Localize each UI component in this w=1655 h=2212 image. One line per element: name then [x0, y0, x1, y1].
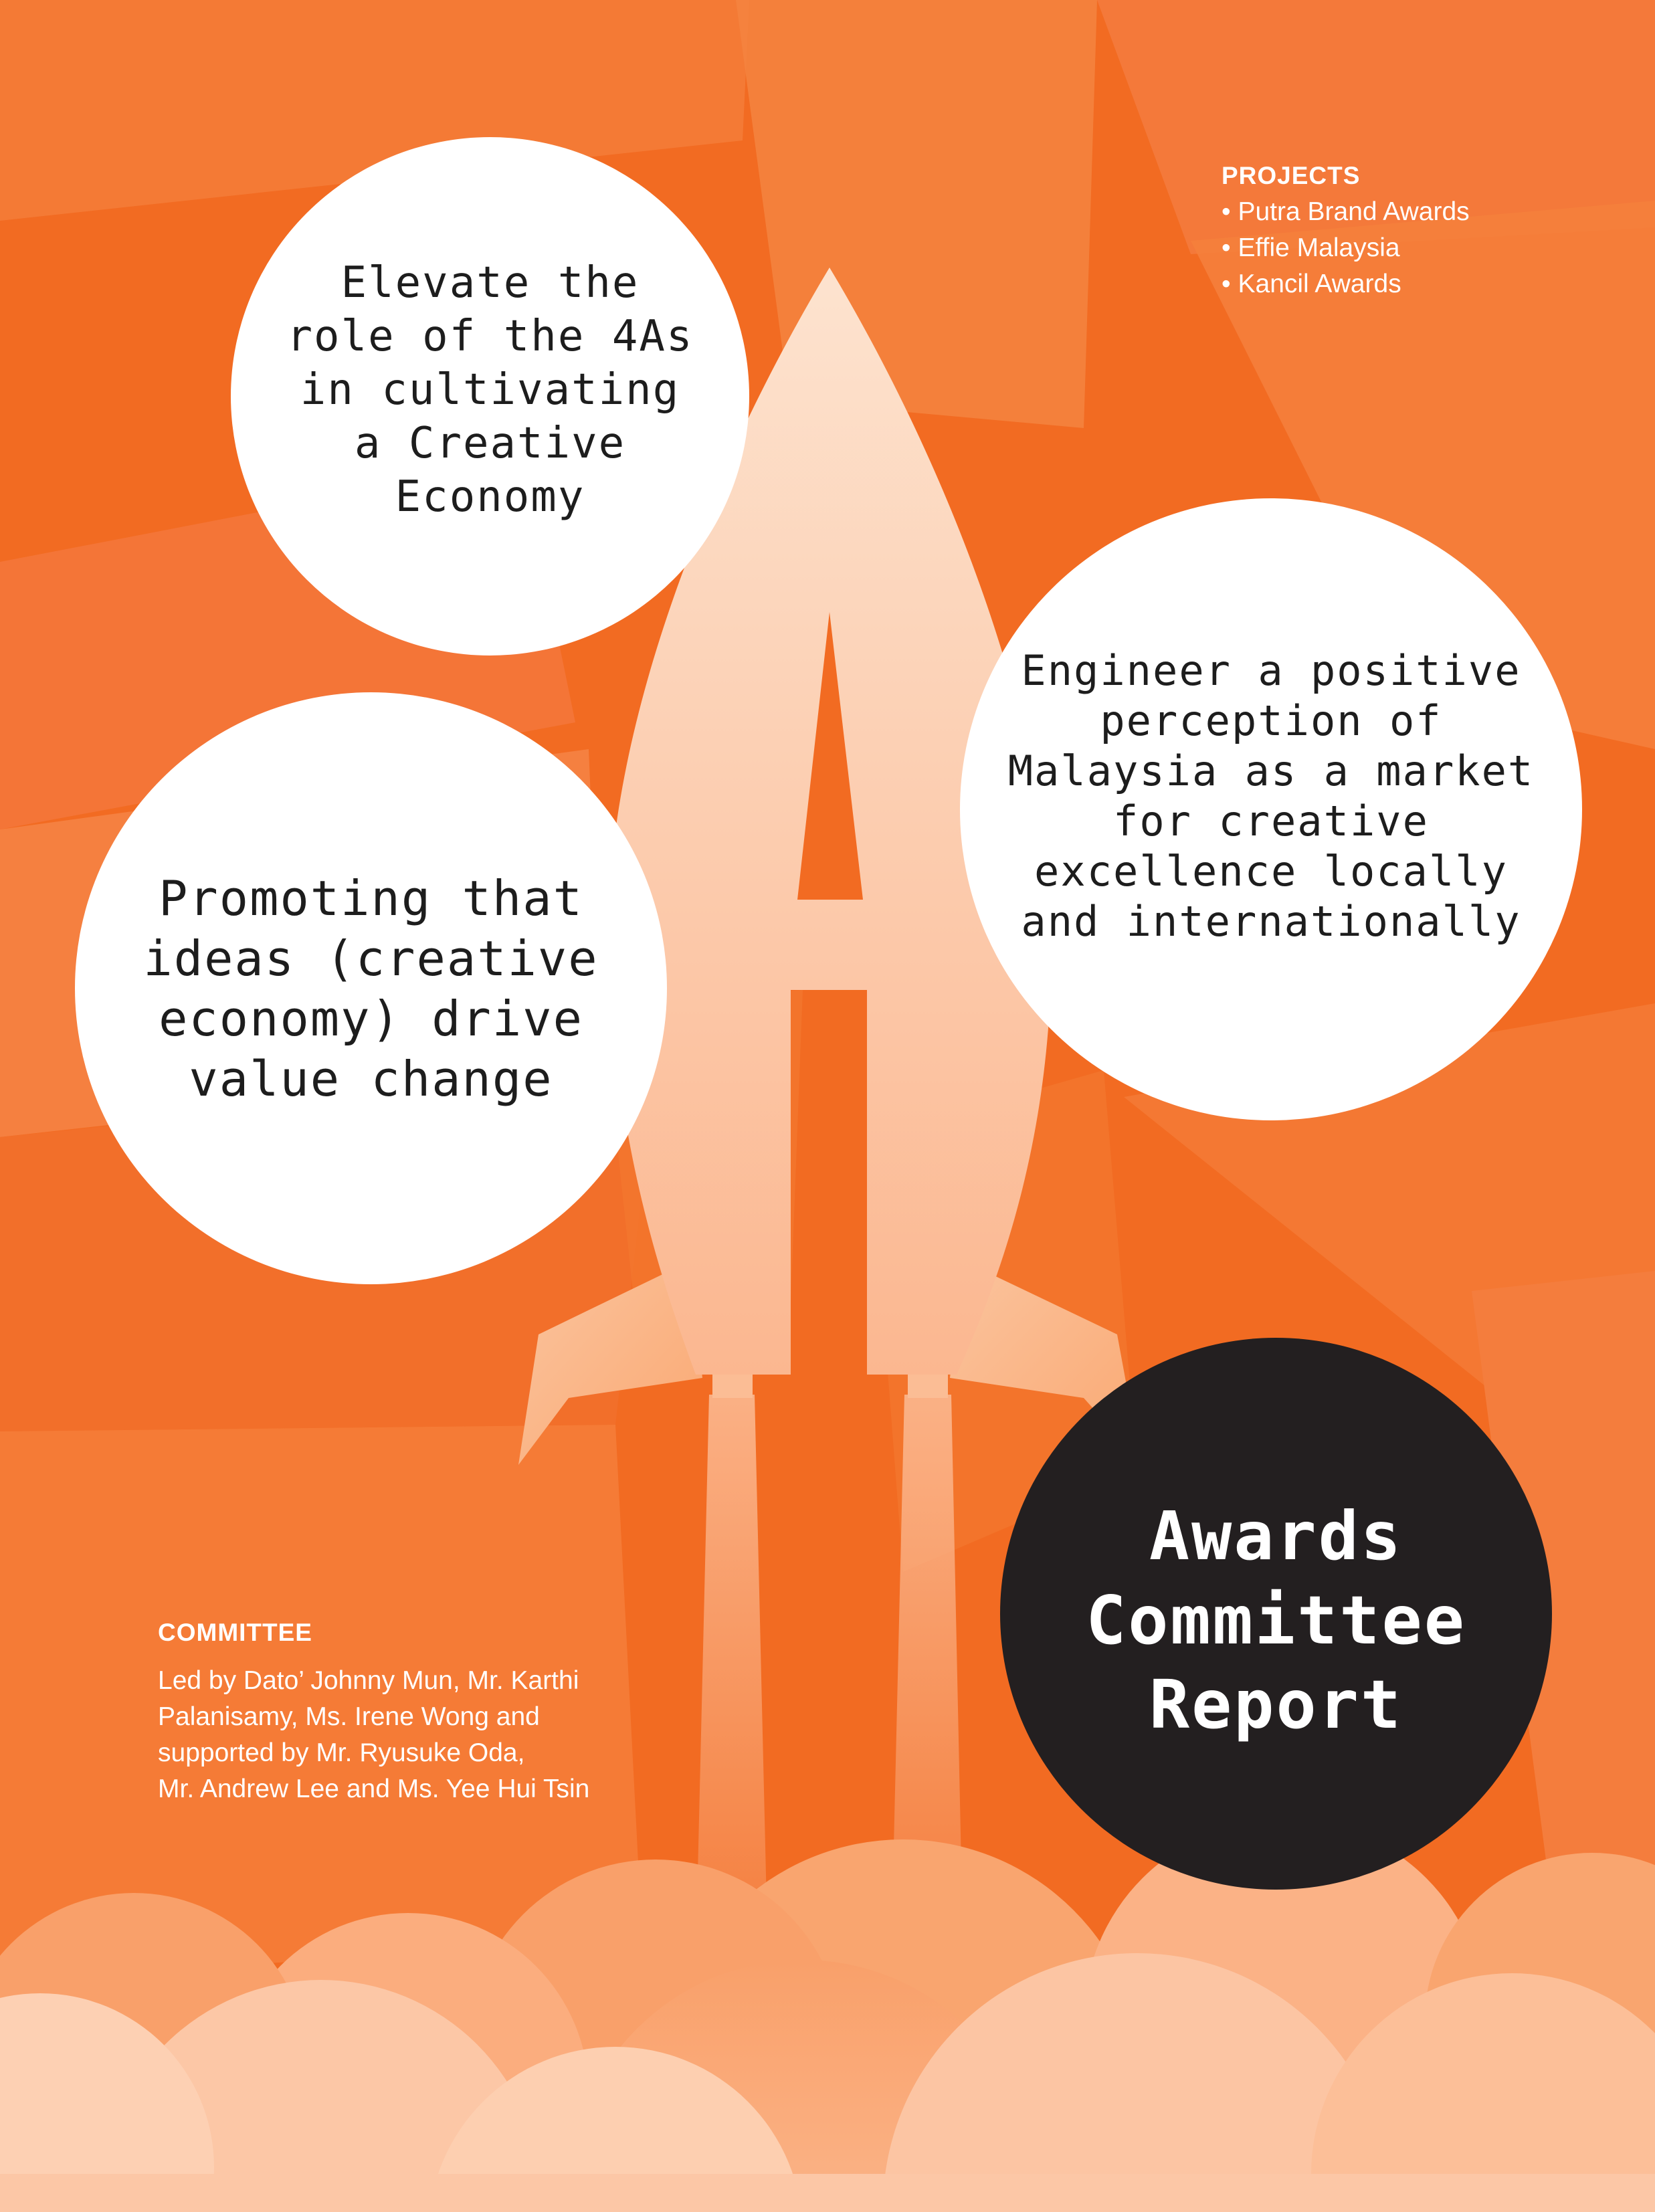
- goal-text-malaysia-perception: Engineer a positive perception of Malaysia as a market for creative excellence locally and internationally: [1007, 646, 1535, 946]
- report-title: Awards Committee Report: [1086, 1496, 1466, 1744]
- project-item: • Kancil Awards: [1222, 270, 1401, 298]
- report-title-circle: [1000, 1338, 1552, 1890]
- goal-circle-ideas-drive-value: [75, 692, 667, 1284]
- goal-text-ideas-drive-value: Promoting that ideas (creative economy) drive value change: [143, 870, 599, 1107]
- goal-circle-malaysia-perception: [960, 498, 1582, 1120]
- committee-heading: COMMITTEE: [158, 1619, 312, 1646]
- goal-circle-creative-economy: [231, 137, 749, 656]
- committee-members: Led by Dato’ Johnny Mun, Mr. Karthi Palanisamy, Ms. Irene Wong and supported by Mr. Ryusuke Oda, Mr. Andrew Lee and Ms. Yee Hui Tsin: [158, 1666, 590, 1803]
- committee-block: [158, 1615, 640, 1807]
- projects-heading: PROJECTS: [1222, 162, 1361, 189]
- project-item: • Putra Brand Awards: [1222, 197, 1470, 226]
- projects-list: [1222, 158, 1470, 302]
- project-item: • Effie Malaysia: [1222, 233, 1400, 262]
- goal-text-creative-economy: Elevate the role of the 4As in cultivating a Creative Economy: [286, 258, 694, 522]
